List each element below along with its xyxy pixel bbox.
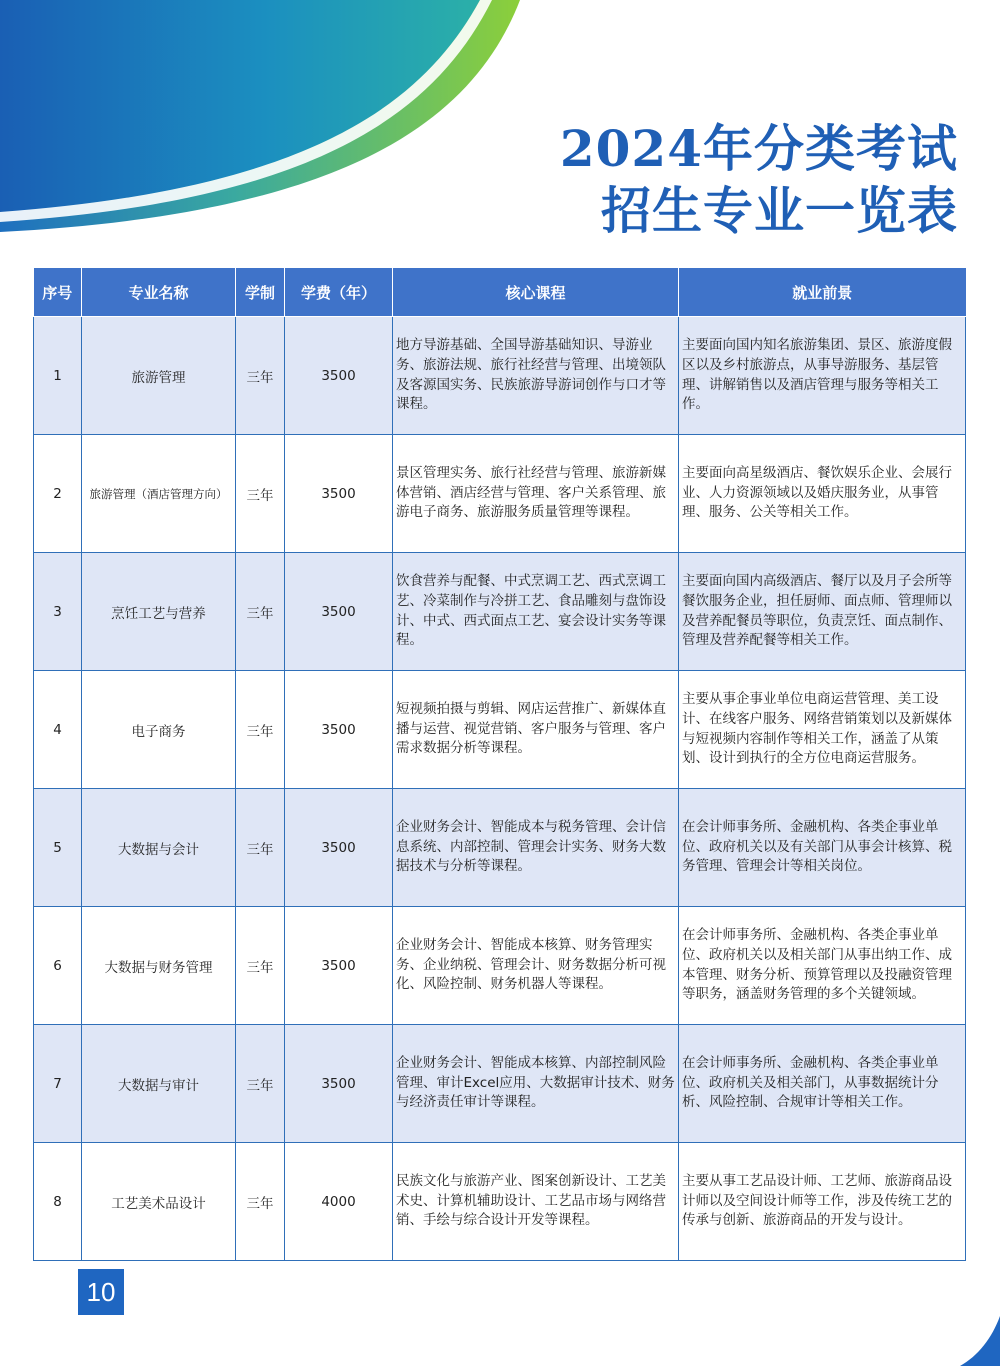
cell-no: 8 [34,1143,82,1261]
cell-duration: 三年 [236,671,285,789]
cell-prospects: 在会计师事务所、金融机构、各类企事业单位、政府机关以及相关部门从事出纳工作、成本管理、财务分析、预算管理以及投融资管理等职务，涵盖财务管理的多个关键领域。 [679,907,966,1025]
cell-duration: 三年 [236,1025,285,1143]
header-fee: 学费（年） [285,268,393,317]
cell-duration: 三年 [236,553,285,671]
cell-duration: 三年 [236,317,285,435]
table-row [34,1143,966,1261]
cell-fee: 3500 [285,553,393,671]
cell-no: 7 [34,1025,82,1143]
table-row [34,435,966,553]
cell-major: 烹饪工艺与营养 [82,553,236,671]
cell-courses: 景区管理实务、旅行社经营与管理、旅游新媒体营销、酒店经营与管理、客户关系管理、旅游电子商务、旅游服务质量管理等课程。 [393,435,679,553]
table-row [34,907,966,1025]
cell-no: 3 [34,553,82,671]
title-line-1: 2024年分类考试 [559,119,958,178]
header-major: 专业名称 [82,268,236,317]
cell-fee: 3500 [285,435,393,553]
cell-courses: 饮食营养与配餐、中式烹调工艺、西式烹调工艺、冷菜制作与冷拼工艺、食品雕刻与盘饰设计、中式、西式面点工艺、宴会设计实务等课程。 [393,553,679,671]
cell-prospects: 主要面向国内知名旅游集团、景区、旅游度假区以及乡村旅游点，从事导游服务、基层管理、讲解销售以及酒店管理与服务等相关工作。 [679,317,966,435]
table-row [34,553,966,671]
cell-courses: 企业财务会计、智能成本核算、内部控制风险管理、审计Excel应用、大数据审计技术、财务与经济责任审计等课程。 [393,1025,679,1143]
header-prospects: 就业前景 [679,268,966,317]
cell-prospects: 主要面向高星级酒店、餐饮娱乐企业、会展行业、人力资源领域以及婚庆服务业，从事管理、服务、公关等相关工作。 [679,435,966,553]
cell-prospects: 主要从事工艺品设计师、工艺师、旅游商品设计师以及空间设计师等工作，涉及传统工艺的传承与创新、旅游商品的开发与设计。 [679,1143,966,1261]
cell-major: 旅游管理（酒店管理方向） [82,435,236,553]
cell-fee: 4000 [285,1143,393,1261]
cell-no: 1 [34,317,82,435]
table-row [34,317,966,435]
header-courses: 核心课程 [393,268,679,317]
cell-duration: 三年 [236,907,285,1025]
cell-fee: 3500 [285,317,393,435]
cell-courses: 企业财务会计、智能成本与税务管理、会计信息系统、内部控制、管理会计实务、财务大数据技术与分析等课程。 [393,789,679,907]
header-duration: 学制 [236,268,285,317]
cell-fee: 3500 [285,671,393,789]
title-line-2: 招生专业一览表 [601,181,958,240]
cell-courses: 民族文化与旅游产业、图案创新设计、工艺美术史、计算机辅助设计、工艺品市场与网络营销、手绘与综合设计开发等课程。 [393,1143,679,1261]
cell-duration: 三年 [236,1143,285,1261]
majors-table [33,268,966,1261]
cell-prospects: 在会计师事务所、金融机构、各类企事业单位、政府机关及相关部门，从事数据统计分析、风险控制、合规审计等相关工作。 [679,1025,966,1143]
cell-courses: 企业财务会计、智能成本核算、财务管理实务、企业纳税、管理会计、财务数据分析可视化、风险控制、财务机器人等课程。 [393,907,679,1025]
cell-major: 工艺美术品设计 [82,1143,236,1261]
cell-major: 大数据与会计 [82,789,236,907]
table-row [34,789,966,907]
cell-fee: 3500 [285,789,393,907]
cell-fee: 3500 [285,907,393,1025]
table-row [34,671,966,789]
cell-duration: 三年 [236,435,285,553]
cell-prospects: 在会计师事务所、金融机构、各类企事业单位、政府机关以及有关部门从事会计核算、税务管理、管理会计等相关岗位。 [679,789,966,907]
page-title [560,118,958,242]
cell-courses: 短视频拍摄与剪辑、网店运营推广、新媒体直播与运营、视觉营销、客户服务与管理、客户需求数据分析等课程。 [393,671,679,789]
table-header-row [34,268,966,317]
cell-no: 2 [34,435,82,553]
cell-major: 大数据与财务管理 [82,907,236,1025]
cell-no: 4 [34,671,82,789]
cell-major: 大数据与审计 [82,1025,236,1143]
cell-prospects: 主要从事企事业单位电商运营管理、美工设计、在线客户服务、网络营销策划以及新媒体与短视频内容制作等相关工作，涵盖了从策划、设计到执行的全方位电商运营服务。 [679,671,966,789]
page-number: 10 [78,1269,124,1315]
table-row [34,1025,966,1143]
header-wave-decoration [0,0,520,250]
header-no: 序号 [34,268,82,317]
cell-no: 6 [34,907,82,1025]
cell-major: 旅游管理 [82,317,236,435]
cell-duration: 三年 [236,789,285,907]
cell-fee: 3500 [285,1025,393,1143]
cell-courses: 地方导游基础、全国导游基础知识、导游业务、旅游法规、旅行社经营与管理、出境领队及客源国实务、民族旅游导游词创作与口才等课程。 [393,317,679,435]
cell-no: 5 [34,789,82,907]
cell-major: 电子商务 [82,671,236,789]
cell-prospects: 主要面向国内高级酒店、餐厅以及月子会所等餐饮服务企业，担任厨师、面点师、管理师以及营养配餐员等职位，负责烹饪、面点制作、管理及营养配餐等相关工作。 [679,553,966,671]
corner-decoration [960,1316,1000,1366]
